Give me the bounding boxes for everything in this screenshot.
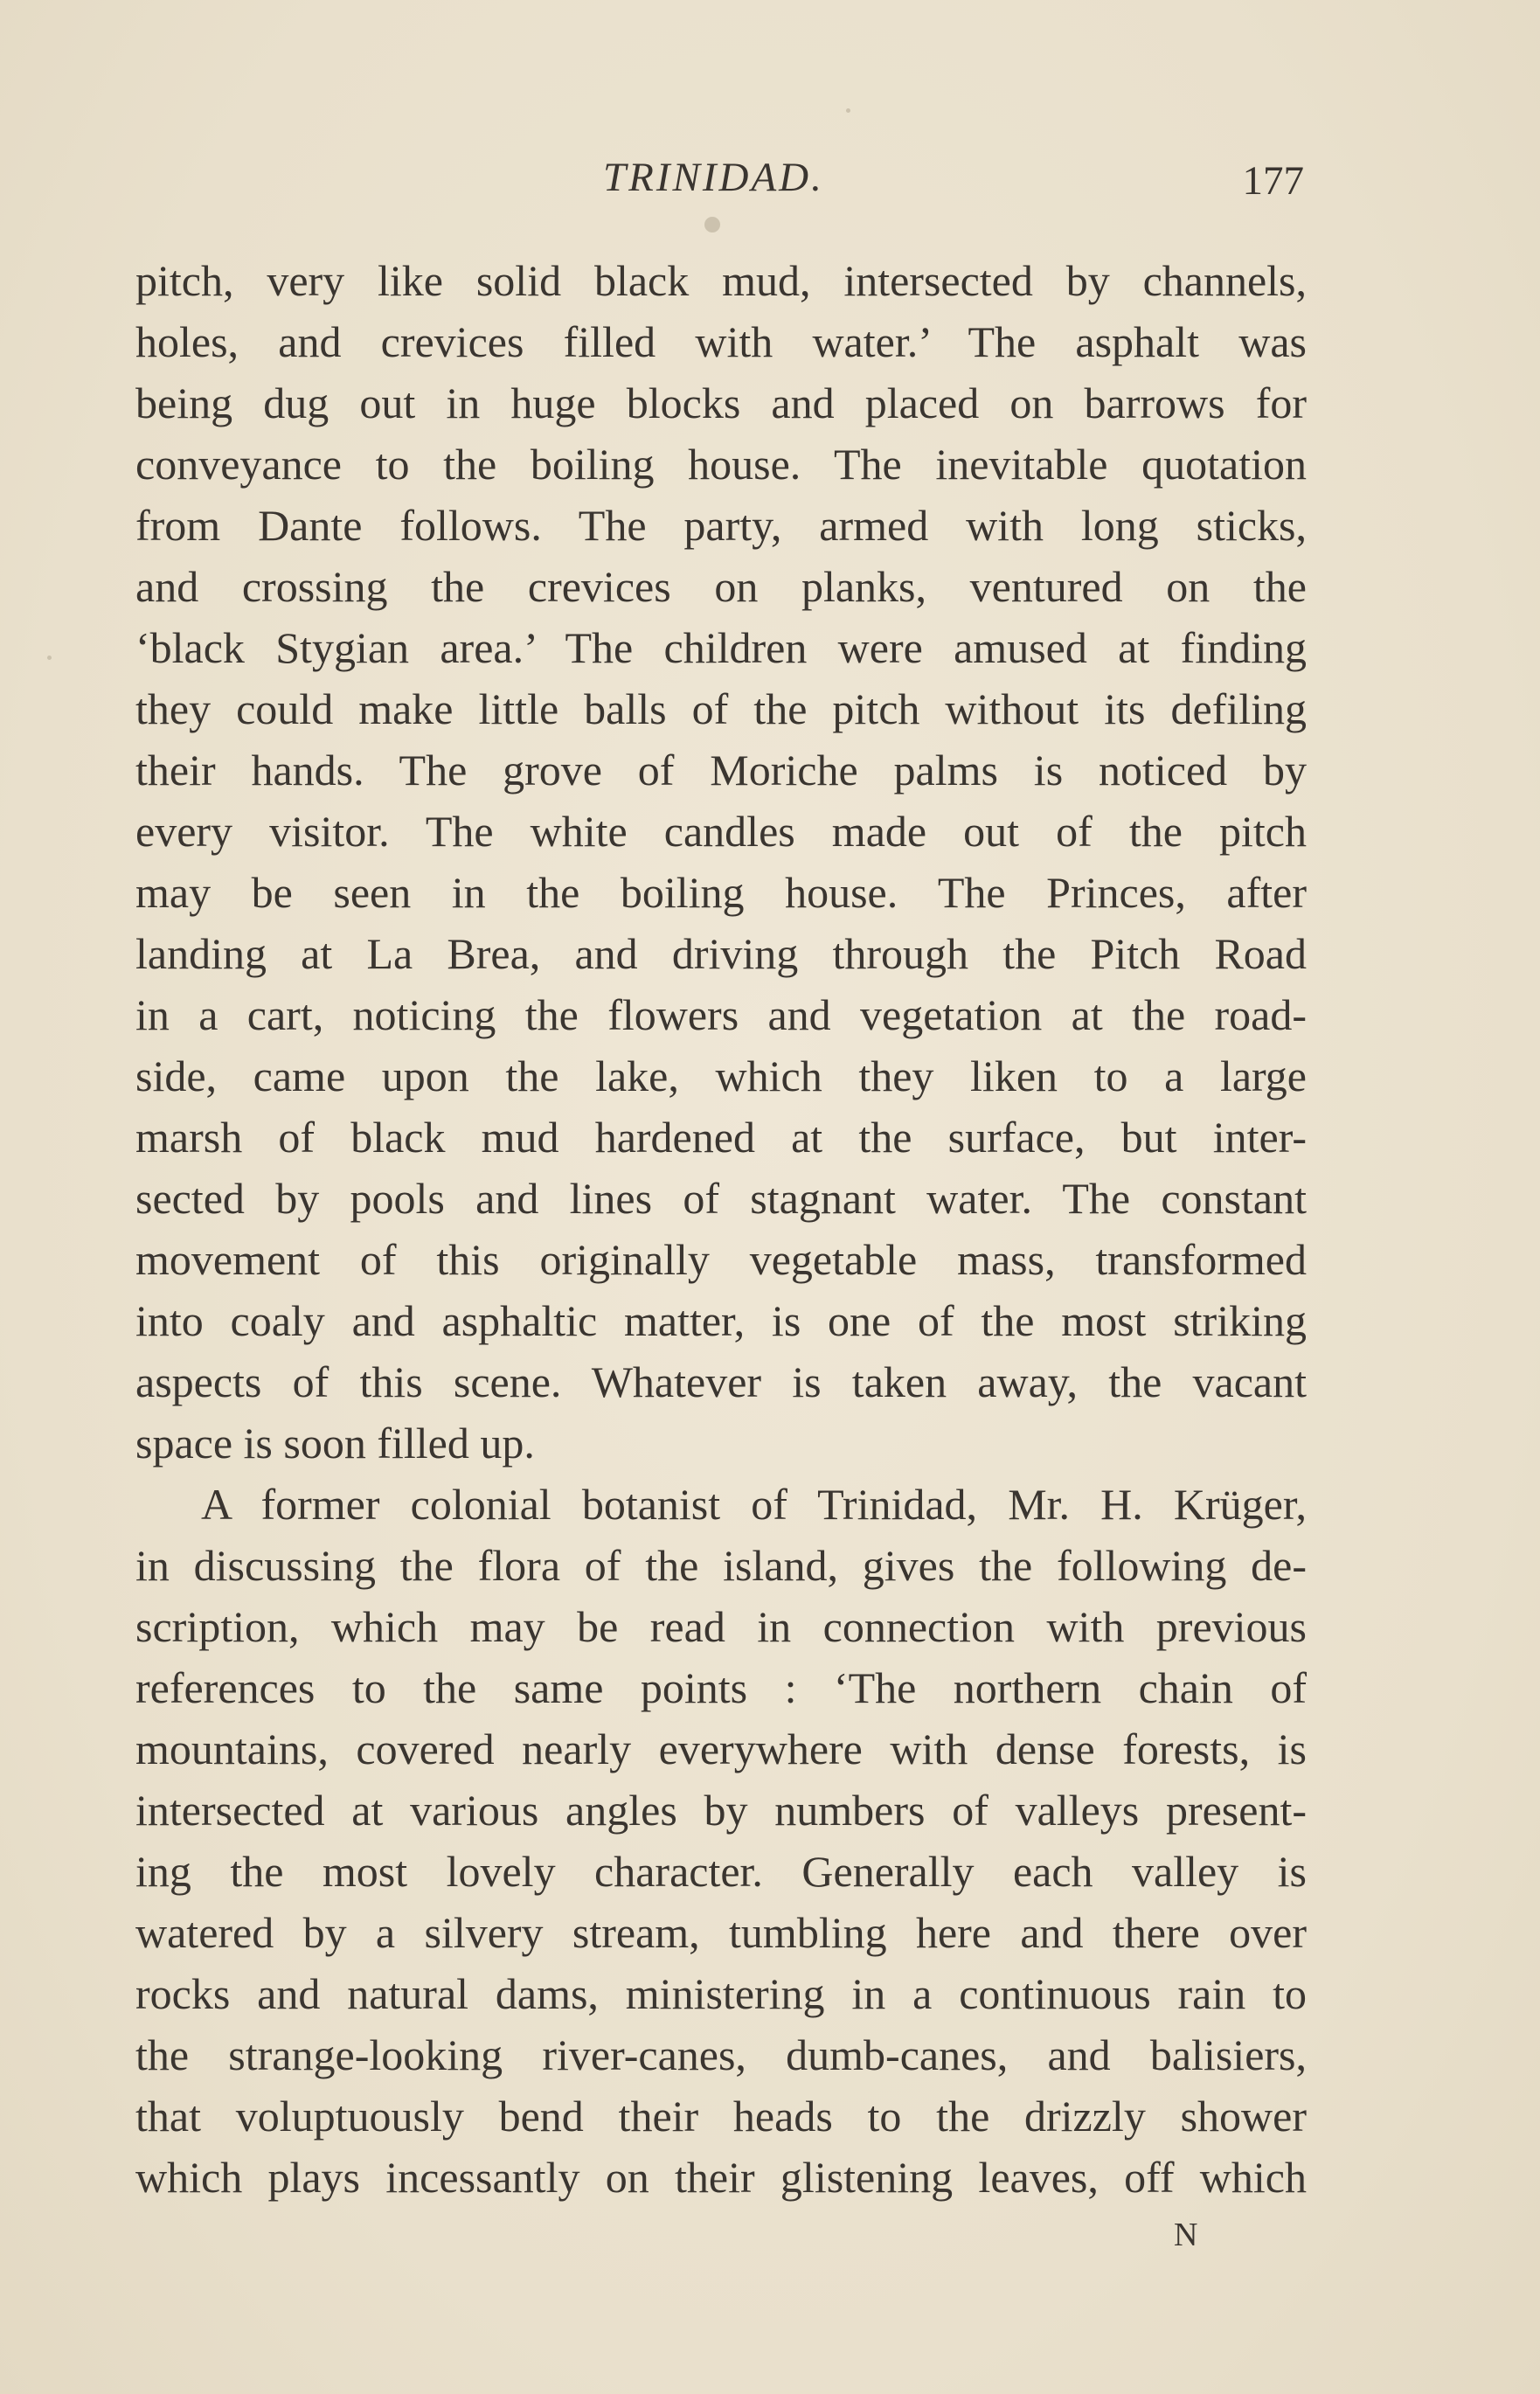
text-line: conveyance to the boiling house. The inevitable quotation: [135, 440, 1307, 489]
paragraph-first-line: A former colonial botanist of Trinidad, Mr. H. Krüger,: [201, 1480, 1307, 1529]
text-line: ing the most lovely character. Generally each valley is: [135, 1847, 1307, 1896]
text-line: pitch, very like solid black mud, intersected by channels,: [135, 256, 1307, 305]
text-line: sected by pools and lines of stagnant water. The constant: [135, 1174, 1307, 1223]
text-line: mountains, covered nearly everywhere with dense forests, is: [135, 1724, 1307, 1773]
text-line: movement of this originally vegetable mass, transformed: [135, 1235, 1307, 1284]
text-line: that voluptuously bend their heads to the drizzly shower: [135, 2092, 1307, 2141]
text-line: in a cart, noticing the flowers and vegetation at the road-: [135, 990, 1307, 1039]
text-line: in discussing the flora of the island, gives the following de-: [135, 1541, 1307, 1590]
paper-speck: [704, 217, 720, 232]
text-line: watered by a silvery stream, tumbling here and there over: [135, 1908, 1307, 1957]
text-line: side, came upon the lake, which they liken to a large: [135, 1051, 1307, 1100]
text-line: references to the same points : ‘The northern chain of: [135, 1663, 1307, 1712]
signature-mark: N: [1174, 2217, 1199, 2253]
text-line: intersected at various angles by numbers of valleys present-: [135, 1786, 1307, 1835]
text-line: which plays incessantly on their glistening leaves, off which: [135, 2153, 1307, 2202]
text-line: scription, which may be read in connection with previous: [135, 1602, 1307, 1651]
text-line: rocks and natural dams, ministering in a continuous rain to: [135, 1969, 1307, 2018]
paper-speck: [47, 656, 52, 660]
text-line: space is soon filled up.: [135, 1419, 535, 1468]
text-line: their hands. The grove of Moriche palms is noticed by: [135, 746, 1307, 795]
running-head: [0, 147, 1540, 208]
text-line: marsh of black mud hardened at the surface, but inter-: [135, 1113, 1307, 1162]
body-text: [135, 250, 1307, 2208]
text-line: and crossing the crevices on planks, ventured on the: [135, 562, 1307, 611]
text-line: landing at La Brea, and driving through the Pitch Road: [135, 929, 1307, 978]
running-title: TRINIDAD.: [603, 155, 824, 200]
text-line: every visitor. The white candles made out of the pitch: [135, 807, 1307, 856]
paper-speck: [846, 108, 850, 113]
text-line: they could make little balls of the pitch without its defiling: [135, 684, 1307, 733]
text-line: holes, and crevices filled with water.’ The asphalt was: [135, 317, 1307, 366]
text-line: aspects of this scene. Whatever is taken away, the vacant: [135, 1357, 1307, 1406]
text-line: being dug out in huge blocks and placed on barrows for: [135, 378, 1307, 427]
text-line: the strange-looking river-canes, dumb-canes, and balisiers,: [135, 2030, 1307, 2079]
text-line: into coaly and asphaltic matter, is one of the most striking: [135, 1296, 1307, 1345]
text-line: ‘black Stygian area.’ The children were amused at finding: [135, 623, 1307, 672]
text-line: may be seen in the boiling house. The Princes, after: [135, 868, 1307, 917]
page-number: 177: [1242, 158, 1304, 204]
text-line: from Dante follows. The party, armed with long sticks,: [135, 501, 1307, 550]
